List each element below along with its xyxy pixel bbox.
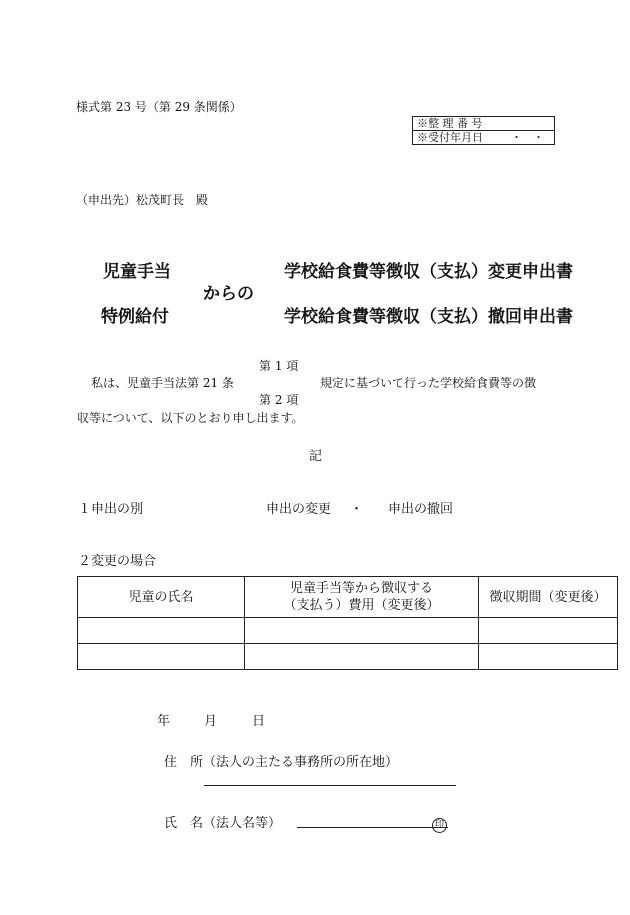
change-table <box>77 576 618 670</box>
name-label: 氏 名（法人名等） <box>164 816 282 831</box>
section2-label: ２変更の場合 <box>78 554 157 569</box>
cell-period[interactable] <box>479 618 618 644</box>
header-period: 徴収期間（変更後） <box>479 577 618 618</box>
table-row <box>78 644 618 670</box>
header-child-name: 児童の氏名 <box>78 577 245 618</box>
date-day: 日 <box>252 714 266 729</box>
name-line[interactable] <box>297 827 448 828</box>
seal-mark <box>432 812 447 833</box>
section1-label: １申出の別 <box>78 502 144 517</box>
header-fee <box>245 577 479 618</box>
cell-fee[interactable] <box>245 618 479 644</box>
header-fee-line2: （支払う）費用（変更後） <box>283 598 440 613</box>
date-month: 月 <box>204 714 218 729</box>
cell-child-name[interactable] <box>78 644 245 670</box>
ki-marker: 記 <box>309 449 323 464</box>
option-withdraw[interactable]: 申出の撤回 <box>388 502 454 517</box>
table-row <box>78 618 618 644</box>
statement-line1-end: 規定に基づいて行った学校給食費等の徴 <box>320 376 537 390</box>
cell-fee[interactable] <box>245 644 479 670</box>
option-change[interactable]: 申出の変更 <box>266 502 332 517</box>
title-left-top: 児童手当 <box>103 262 171 282</box>
cell-child-name[interactable] <box>78 618 245 644</box>
header-fee-line1: 児童手当等から徴収する <box>289 581 433 596</box>
option-paragraph-2: 第 2 項 <box>259 393 299 407</box>
cell-period[interactable] <box>479 644 618 670</box>
seal-icon: 印 <box>432 818 447 833</box>
title-right-top: 学校給食費等徴収（支払）変更申出書 <box>284 262 573 282</box>
address-label: 住 所（法人の主たる事務所の所在地） <box>164 755 399 770</box>
title-connector: からの <box>203 284 254 304</box>
addressee: （申出先）松茂町長 殿 <box>76 193 209 207</box>
received-date-marks: ・ ・ <box>511 131 544 144</box>
address-line[interactable] <box>204 785 456 786</box>
statement-line2: 収等について、以下のとおり申し出ます。 <box>77 411 304 425</box>
office-use-box <box>412 116 555 145</box>
form-number: 様式第 23 号（第 29 条関係） <box>76 100 242 114</box>
received-date-cell <box>413 131 555 145</box>
reference-number-label: ※整 理 番 号 <box>413 117 555 131</box>
option-paragraph-1: 第 1 項 <box>259 359 299 373</box>
received-date-label: ※受付年月日 <box>417 131 483 144</box>
option-separator: ・ <box>350 502 364 517</box>
title-left-bottom: 特例給付 <box>101 307 169 327</box>
title-right-bottom: 学校給食費等徴収（支払）撤回申出書 <box>284 307 573 327</box>
date-year: 年 <box>157 714 171 729</box>
statement-line1-start: 私は、児童手当法第 21 条 <box>91 376 234 390</box>
